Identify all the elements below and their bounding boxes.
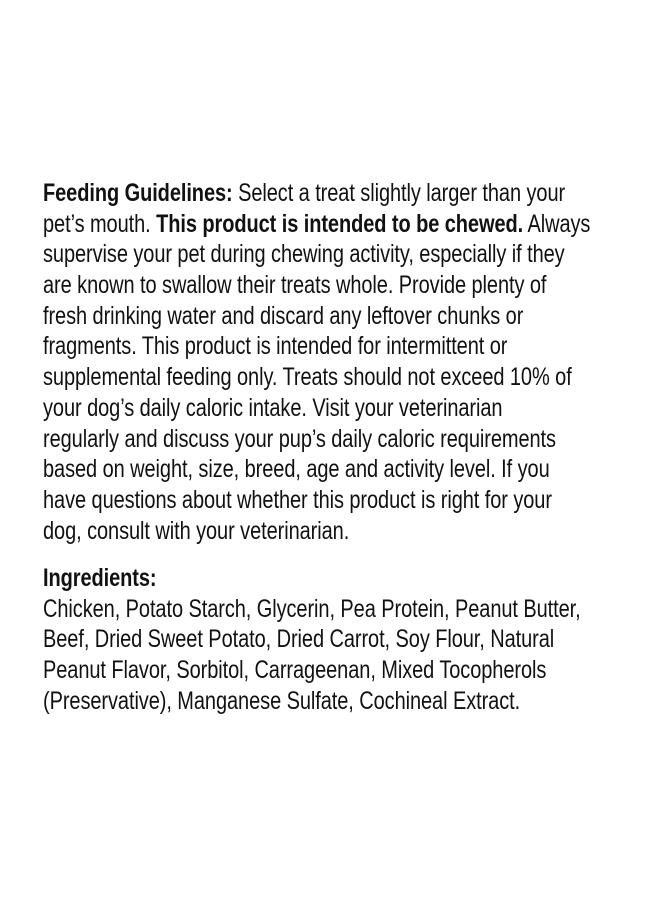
ingredients-line: Beef, Dried Sweet Potato, Dried Carrot, Soy Flour, Natural: [43, 625, 555, 654]
feeding-line: based on weight, size, breed, age and activity level. If you: [43, 455, 550, 484]
feeding-line: supplemental feeding only. Treats should not exceed 10% of: [43, 363, 572, 392]
feeding-guidelines-section: [43, 178, 643, 546]
ingredients-line: Chicken, Potato Starch, Glycerin, Pea Protein, Peanut Butter,: [43, 594, 581, 623]
chew-warning: This product is intended to be chewed.: [156, 209, 524, 238]
feeding-guidelines-heading: Feeding Guidelines:: [43, 179, 233, 207]
ingredients-section: [43, 563, 643, 716]
feeding-line: regularly and discuss your pup’s daily caloric requirements: [43, 424, 556, 453]
feeding-line: dog, consult with your veterinarian.: [43, 516, 350, 545]
ingredients-line: Peanut Flavor, Sorbitol, Carrageenan, Mixed Tocopherols: [43, 656, 547, 685]
feeding-line: have questions about whether this product is right for your: [43, 485, 552, 514]
feeding-line: pet’s mouth. This product is intended to be chewed. Always: [43, 209, 591, 238]
ingredients-line: (Preservative), Manganese Sulfate, Cochineal Extract.: [43, 686, 521, 715]
ingredients-heading: Ingredients:: [43, 564, 157, 592]
feeding-line: your dog’s daily caloric intake. Visit your veterinarian: [43, 393, 503, 422]
feeding-line: fresh drinking water and discard any leftover chunks or: [43, 301, 524, 330]
feeding-line: fragments. This product is intended for intermittent or: [43, 332, 508, 361]
feeding-line: Feeding Guidelines: Select a treat slightly larger than your: [43, 179, 566, 207]
feeding-line: supervise your pet during chewing activity, especially if they: [43, 240, 565, 269]
feeding-line: are known to swallow their treats whole. Provide plenty of: [43, 271, 547, 300]
